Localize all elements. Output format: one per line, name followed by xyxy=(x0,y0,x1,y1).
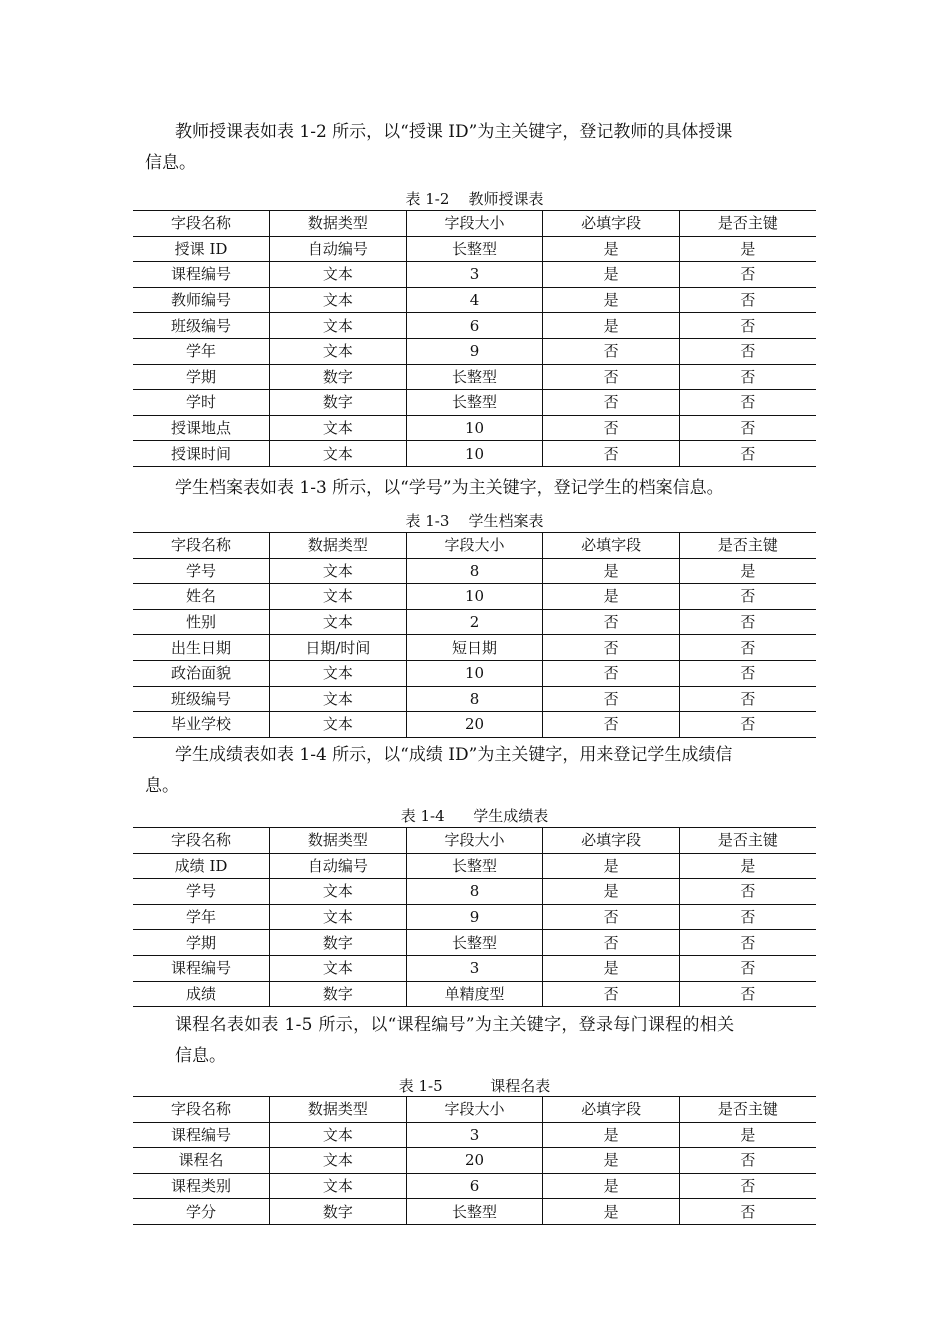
paragraph-line: 息。 xyxy=(145,776,179,796)
table-cell: 出生日期 xyxy=(133,635,270,661)
table-header-cell: 数据类型 xyxy=(270,533,407,559)
table-cell: 课程编号 xyxy=(133,262,270,288)
table-row xyxy=(133,853,816,879)
table-cell: 20 xyxy=(406,712,543,738)
table-cell: 数字 xyxy=(270,390,407,416)
table-cell: 学分 xyxy=(133,1199,270,1225)
table-scores xyxy=(133,827,816,1007)
table-cell: 8 xyxy=(406,686,543,712)
table-cell: 否 xyxy=(679,313,816,339)
table-header-row xyxy=(133,828,816,854)
table-cell: 是 xyxy=(679,236,816,262)
table-row xyxy=(133,558,816,584)
table-header-cell: 数据类型 xyxy=(270,211,407,237)
table-cell: 是 xyxy=(543,955,680,981)
table-cell: 否 xyxy=(543,364,680,390)
table-cell: 否 xyxy=(679,338,816,364)
table-cell: 文本 xyxy=(270,904,407,930)
paragraph-student-records xyxy=(145,473,810,504)
table-row xyxy=(133,236,816,262)
table-cell: 自动编号 xyxy=(270,853,407,879)
table-header-cell: 字段名称 xyxy=(133,211,270,237)
table-cell: 毕业学校 xyxy=(133,712,270,738)
paragraph-line: 学生档案表如表 1-3 所示，以“学号”为主关键字，登记学生的档案信息。 xyxy=(175,478,724,498)
table-cell: 政治面貌 xyxy=(133,660,270,686)
table-cell: 否 xyxy=(679,1173,816,1199)
table-cell: 2 xyxy=(406,609,543,635)
table-cell: 9 xyxy=(406,338,543,364)
table-row xyxy=(133,635,816,661)
table-cell: 是 xyxy=(543,584,680,610)
table-cell: 否 xyxy=(543,904,680,930)
table-header-cell: 是否主键 xyxy=(679,1097,816,1123)
table-header-row xyxy=(133,533,816,559)
table-cell: 长整型 xyxy=(406,930,543,956)
paragraph-line: 信息。 xyxy=(145,153,196,173)
table-cell: 否 xyxy=(679,584,816,610)
table-cell: 否 xyxy=(679,981,816,1007)
table-cell: 6 xyxy=(406,1173,543,1199)
table-cell: 是 xyxy=(679,558,816,584)
table-cell: 否 xyxy=(543,660,680,686)
table-cell: 授课 ID xyxy=(133,236,270,262)
paragraph-teaching xyxy=(145,117,810,179)
table-cell: 否 xyxy=(679,609,816,635)
table-cell: 教师编号 xyxy=(133,287,270,313)
table-cell: 是 xyxy=(543,313,680,339)
table-cell: 姓名 xyxy=(133,584,270,610)
table-row xyxy=(133,415,816,441)
table-cell: 文本 xyxy=(270,660,407,686)
table-cell: 否 xyxy=(679,364,816,390)
table-cell: 8 xyxy=(406,558,543,584)
table-row xyxy=(133,1148,816,1174)
table-cell: 文本 xyxy=(270,879,407,905)
table-cell: 班级编号 xyxy=(133,686,270,712)
table-header-cell: 必填字段 xyxy=(543,211,680,237)
table-cell: 否 xyxy=(543,415,680,441)
table-row xyxy=(133,686,816,712)
table-cell: 否 xyxy=(543,338,680,364)
table-row xyxy=(133,904,816,930)
table-cell: 否 xyxy=(543,930,680,956)
table-cell: 课程编号 xyxy=(133,1122,270,1148)
table-cell: 学年 xyxy=(133,904,270,930)
table-row xyxy=(133,930,816,956)
table-cell: 文本 xyxy=(270,338,407,364)
table-cell: 成绩 ID xyxy=(133,853,270,879)
table-cell: 性别 xyxy=(133,609,270,635)
table-cell: 否 xyxy=(543,686,680,712)
table-teaching xyxy=(133,210,816,467)
table-cell: 是 xyxy=(543,853,680,879)
table-cell: 文本 xyxy=(270,415,407,441)
table-row xyxy=(133,879,816,905)
table-cell: 否 xyxy=(679,390,816,416)
table-cell: 课程类别 xyxy=(133,1173,270,1199)
table-cell: 是 xyxy=(543,1148,680,1174)
table-header-cell: 是否主键 xyxy=(679,828,816,854)
table-cell: 数字 xyxy=(270,364,407,390)
table-header-cell: 字段名称 xyxy=(133,828,270,854)
table-header-cell: 字段大小 xyxy=(406,533,543,559)
paragraph-line: 课程名表如表 1-5 所示，以“课程编号”为主关键字，登录每门课程的相关 xyxy=(175,1015,735,1035)
table-cell: 数字 xyxy=(270,1199,407,1225)
table-cell: 3 xyxy=(406,1122,543,1148)
table-cell: 是 xyxy=(543,1122,680,1148)
table-header-row xyxy=(133,1097,816,1123)
table-cell: 班级编号 xyxy=(133,313,270,339)
table-cell: 否 xyxy=(543,390,680,416)
table-row xyxy=(133,338,816,364)
table-cell: 否 xyxy=(679,660,816,686)
paragraph-line: 学生成绩表如表 1-4 所示，以“成绩 ID”为主关键字，用来登记学生成绩信 xyxy=(175,745,733,765)
table-cell: 否 xyxy=(679,904,816,930)
table-cell: 文本 xyxy=(270,1173,407,1199)
paragraph-line: 信息。 xyxy=(175,1046,226,1066)
table-cell: 否 xyxy=(679,1148,816,1174)
table-cell: 是 xyxy=(543,558,680,584)
table-cell: 单精度型 xyxy=(406,981,543,1007)
table-cell: 文本 xyxy=(270,712,407,738)
table-cell: 学号 xyxy=(133,558,270,584)
table-cell: 是 xyxy=(679,1122,816,1148)
table-header-cell: 数据类型 xyxy=(270,828,407,854)
table-cell: 8 xyxy=(406,879,543,905)
table-cell: 是 xyxy=(543,1173,680,1199)
table-row xyxy=(133,981,816,1007)
paragraph-line: 教师授课表如表 1-2 所示，以“授课 ID”为主关键字，登记教师的具体授课 xyxy=(175,122,733,142)
table-cell: 10 xyxy=(406,441,543,467)
table-cell: 否 xyxy=(679,441,816,467)
table-cell: 学期 xyxy=(133,930,270,956)
table-row xyxy=(133,262,816,288)
table-row xyxy=(133,364,816,390)
table-cell: 是 xyxy=(543,262,680,288)
table-cell: 成绩 xyxy=(133,981,270,1007)
paragraph-scores xyxy=(145,740,810,802)
table-cell: 课程编号 xyxy=(133,955,270,981)
table-cell: 9 xyxy=(406,904,543,930)
table-cell: 3 xyxy=(406,955,543,981)
table-row xyxy=(133,287,816,313)
table-cell: 是 xyxy=(543,1199,680,1225)
table-cell: 10 xyxy=(406,584,543,610)
table-caption: 表 1-5 课程名表 xyxy=(398,1077,551,1095)
table-cell: 文本 xyxy=(270,313,407,339)
table-row xyxy=(133,1199,816,1225)
table-cell: 短日期 xyxy=(406,635,543,661)
table-header-cell: 字段名称 xyxy=(133,533,270,559)
table-cell: 学号 xyxy=(133,879,270,905)
table-cell: 文本 xyxy=(270,1148,407,1174)
table-row xyxy=(133,584,816,610)
table-cell: 长整型 xyxy=(406,236,543,262)
table-courses xyxy=(133,1096,816,1225)
table-cell: 授课地点 xyxy=(133,415,270,441)
table-header-cell: 字段大小 xyxy=(406,211,543,237)
table-cell: 否 xyxy=(679,287,816,313)
table-caption: 表 1-3 学生档案表 xyxy=(405,512,544,530)
table-cell: 文本 xyxy=(270,262,407,288)
table-cell: 否 xyxy=(543,609,680,635)
table-cell: 否 xyxy=(679,930,816,956)
table-header-cell: 是否主键 xyxy=(679,533,816,559)
table-cell: 3 xyxy=(406,262,543,288)
table-cell: 是 xyxy=(543,879,680,905)
paragraph-courses xyxy=(175,1010,815,1072)
table-cell: 数字 xyxy=(270,981,407,1007)
table-cell: 文本 xyxy=(270,686,407,712)
table-cell: 否 xyxy=(679,415,816,441)
table-cell: 长整型 xyxy=(406,1199,543,1225)
table-cell: 自动编号 xyxy=(270,236,407,262)
table-cell: 数字 xyxy=(270,930,407,956)
table-cell: 否 xyxy=(679,635,816,661)
table-row xyxy=(133,712,816,738)
table-cell: 课程名 xyxy=(133,1148,270,1174)
table-row xyxy=(133,609,816,635)
table-cell: 否 xyxy=(679,1199,816,1225)
table-header-row xyxy=(133,211,816,237)
table-header-cell: 必填字段 xyxy=(543,1097,680,1123)
table-header-cell: 必填字段 xyxy=(543,533,680,559)
table-caption: 表 1-4 学生成绩表 xyxy=(400,807,549,825)
table-cell: 否 xyxy=(543,712,680,738)
table-header-cell: 字段大小 xyxy=(406,1097,543,1123)
table-cell: 是 xyxy=(543,287,680,313)
table-row xyxy=(133,660,816,686)
table-cell: 10 xyxy=(406,415,543,441)
table-cell: 10 xyxy=(406,660,543,686)
table-row xyxy=(133,955,816,981)
table-cell: 否 xyxy=(679,955,816,981)
table-cell: 文本 xyxy=(270,558,407,584)
table-cell: 文本 xyxy=(270,1122,407,1148)
table-cell: 授课时间 xyxy=(133,441,270,467)
table-cell: 长整型 xyxy=(406,853,543,879)
table-row xyxy=(133,313,816,339)
table-caption: 表 1-2 教师授课表 xyxy=(405,190,544,208)
table-row xyxy=(133,1173,816,1199)
table-cell: 文本 xyxy=(270,287,407,313)
table-student-records xyxy=(133,532,816,738)
table-cell: 长整型 xyxy=(406,364,543,390)
table-cell: 日期/时间 xyxy=(270,635,407,661)
table-cell: 6 xyxy=(406,313,543,339)
table-header-cell: 必填字段 xyxy=(543,828,680,854)
table-cell: 4 xyxy=(406,287,543,313)
table-cell: 否 xyxy=(679,879,816,905)
table-row xyxy=(133,1122,816,1148)
table-cell: 文本 xyxy=(270,609,407,635)
table-cell: 文本 xyxy=(270,584,407,610)
table-cell: 否 xyxy=(679,262,816,288)
table-cell: 文本 xyxy=(270,955,407,981)
table-cell: 否 xyxy=(543,635,680,661)
table-cell: 否 xyxy=(543,981,680,1007)
table-cell: 学年 xyxy=(133,338,270,364)
table-cell: 否 xyxy=(679,712,816,738)
table-header-cell: 字段名称 xyxy=(133,1097,270,1123)
table-cell: 是 xyxy=(679,853,816,879)
table-header-cell: 数据类型 xyxy=(270,1097,407,1123)
table-cell: 否 xyxy=(679,686,816,712)
table-cell: 学期 xyxy=(133,364,270,390)
table-row xyxy=(133,441,816,467)
table-row xyxy=(133,390,816,416)
table-cell: 否 xyxy=(543,441,680,467)
table-header-cell: 是否主键 xyxy=(679,211,816,237)
table-cell: 学时 xyxy=(133,390,270,416)
table-header-cell: 字段大小 xyxy=(406,828,543,854)
table-cell: 文本 xyxy=(270,441,407,467)
table-cell: 长整型 xyxy=(406,390,543,416)
table-cell: 20 xyxy=(406,1148,543,1174)
table-cell: 是 xyxy=(543,236,680,262)
